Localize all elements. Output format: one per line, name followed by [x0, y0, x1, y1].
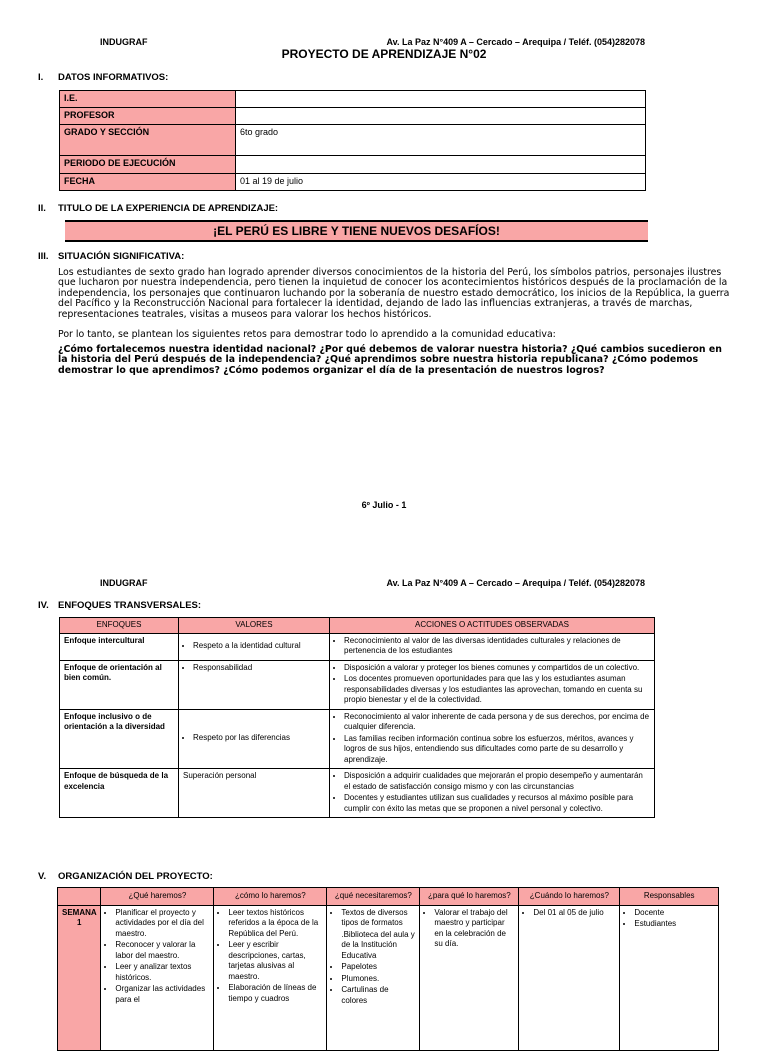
- org-cell-que: [101, 905, 214, 1050]
- page-footer: 6º Julio - 1: [361, 500, 407, 510]
- enfoque-name: Enfoque inclusivo o de orientación a la diversidad: [60, 709, 179, 769]
- info-row: [60, 125, 646, 156]
- organizacion-table: [57, 887, 719, 1051]
- info-label: GRADO Y SECCIÓN: [60, 125, 236, 156]
- enfoque-row: [60, 769, 655, 818]
- org-cell-necesitaremos: [327, 905, 420, 1050]
- action-bullet: • Las familias reciben información continua sobre los esfuerzos, méritos, avances y logros de sus hijos, entendiendo sus dificultades como parte de su desarrollo y aprendizaje.: [344, 734, 650, 766]
- enfoque-value: [179, 660, 330, 709]
- action-bullet: • Los docentes promueven oportunidades para que las y los estudiantes asuman responsabilidades diversas y los estudiantes las aprovechan, tomando en cuenta su propio bienestar y el de la colectividad.: [344, 674, 650, 706]
- enfoque-name: Enfoque de búsqueda de la excelencia: [60, 769, 179, 818]
- info-label: FECHA: [60, 174, 236, 191]
- enfoques-header: VALORES: [179, 618, 330, 634]
- info-row: [60, 174, 646, 191]
- enfoque-row: [60, 660, 655, 709]
- org-bullet: • Textos de diversos tipos de formatos: [341, 908, 415, 929]
- org-bullet: • Leer textos históricos referidos a la época de la República del Perú.: [228, 908, 322, 940]
- document-title: PROYECTO DE APRENDIZAJE N°02: [281, 47, 487, 61]
- org-bullet: • Docente: [634, 908, 714, 919]
- org-bullet: • Plumones.: [341, 974, 415, 985]
- org-bullet: • Elaboración de líneas de tiempo y cuadros: [228, 983, 322, 1004]
- org-cell-responsables: [620, 905, 719, 1050]
- enfoques-table: [59, 617, 655, 818]
- section-enfoques: IV. ENFOQUES TRANSVERSALES:: [38, 600, 202, 611]
- info-table: [59, 90, 646, 191]
- action-bullet: • Disposición a adquirir cualidades que mejorarán el propio desempeño y aumentarán el estado de satisfacción consigo mismo y con las circunstancias: [344, 771, 650, 792]
- header-company: INDUGRAF: [100, 37, 148, 47]
- info-value: 01 al 19 de julio: [236, 174, 646, 191]
- enfoque-actions: [330, 709, 655, 769]
- section-titulo: II. TITULO DE LA EXPERIENCIA DE APRENDIZAJE:: [38, 203, 279, 214]
- enfoque-value: Superación personal: [179, 769, 330, 818]
- org-header: ¿para qué lo haremos?: [420, 888, 519, 906]
- enfoque-name: Enfoque de orientación al bien común.: [60, 660, 179, 709]
- enfoques-header: ACCIONES O ACTITUDES OBSERVADAS: [330, 618, 655, 634]
- org-bullet: • Reconocer y valorar la labor del maestro.: [115, 940, 209, 961]
- action-bullet: • Reconocimiento al valor de las diversas identidades culturales y relaciones de pertenencia de los estudiantes: [344, 636, 650, 657]
- experience-title: ¡EL PERÚ ES LIBRE Y TIENE NUEVOS DESAFÍOS!: [65, 220, 648, 242]
- enfoque-value: [179, 633, 330, 660]
- enfoque-name: Enfoque intercultural: [60, 633, 179, 660]
- enfoque-row: [60, 633, 655, 660]
- org-bullet: • Leer y analizar textos históricos.: [115, 962, 209, 983]
- enfoques-header-row: [60, 618, 655, 634]
- section-organizacion: V. ORGANIZACIÓN DEL PROYECTO:: [38, 871, 213, 882]
- week-label: SEMANA 1: [58, 905, 101, 1050]
- info-value: 6to grado: [236, 125, 646, 156]
- org-bullet: • Cartulinas de colores: [341, 985, 415, 1006]
- enfoque-actions: [330, 769, 655, 818]
- action-bullet: • Reconocimiento al valor inherente de cada persona y de sus derechos, por encima de cualquier diferencia.: [344, 712, 650, 733]
- organizacion-row: [58, 905, 719, 1050]
- header-company: INDUGRAF: [100, 578, 148, 588]
- situation-challenge-intro: Por lo tanto, se plantean los siguientes retos para demostrar todo lo aprendido a la comunidad educativa:: [58, 329, 556, 340]
- info-row: [60, 156, 646, 174]
- info-row: [60, 91, 646, 108]
- info-label: I.E.: [60, 91, 236, 108]
- org-cell-como: [214, 905, 327, 1050]
- org-bullet: • Leer y escribir descripciones, cartas, tarjetas alusivas al maestro.: [228, 940, 322, 982]
- org-bullet: • Valorar el trabajo del maestro y participar en la celebración de su día.: [434, 908, 514, 950]
- info-value: [236, 156, 646, 174]
- enfoque-value: [179, 709, 330, 769]
- value-bullet: • Responsabilidad: [193, 663, 325, 674]
- org-bullet: • Papelotes: [341, 962, 415, 973]
- organizacion-header-row: [58, 888, 719, 906]
- section-situacion: III. SITUACIÓN SIGNIFICATIVA:: [38, 251, 185, 262]
- org-header: ¿Cuándo lo haremos?: [519, 888, 620, 906]
- info-label: PROFESOR: [60, 108, 236, 125]
- info-value: [236, 108, 646, 125]
- org-header: ¿qué necesitaremos?: [327, 888, 420, 906]
- org-bullet: • Planificar el proyecto y actividades por el día del maestro.: [115, 908, 209, 940]
- info-value: [236, 91, 646, 108]
- value-bullet: • Respeto por las diferencias: [193, 733, 325, 744]
- org-cell-cuando: [519, 905, 620, 1050]
- org-bullet: .Biblioteca del aula y de la Institución Educativa: [341, 929, 415, 960]
- enfoque-row: [60, 709, 655, 769]
- org-header: [58, 888, 101, 906]
- action-bullet: • Docentes y estudiantes utilizan sus cualidades y recursos al máximo posible para cumplir con éxito las metas que se proponen a nivel personal y colectivo.: [344, 793, 650, 814]
- header-address: Av. La Paz N°409 A – Cercado – Arequipa / Teléf. (054)282078: [386, 37, 645, 47]
- org-header: Responsables: [620, 888, 719, 906]
- info-label: PERIODO DE EJECUCIÓN: [60, 156, 236, 174]
- situation-questions: ¿Cómo fortalecemos nuestra identidad nacional? ¿Por qué debemos de valorar nuestra historia? ¿Qué cambios sucedieron en la historia del Perú después de la independencia? ¿Qué aprendimos sobre nuestra historia republicana? ¿Cómo podemos demostrar lo que aprendimos? ¿Cómo podemos organizar el día de la presentación de nuestros logros?: [58, 344, 722, 376]
- info-row: [60, 108, 646, 125]
- enfoques-header: ENFOQUES: [60, 618, 179, 634]
- org-bullet: • Estudiantes: [634, 919, 714, 930]
- org-bullet: • Organizar las actividades para el: [115, 984, 209, 1005]
- header-address: Av. La Paz N°409 A – Cercado – Arequipa / Teléf. (054)282078: [386, 578, 645, 588]
- org-header: ¿cómo lo haremos?: [214, 888, 327, 906]
- action-bullet: • Disposición a valorar y proteger los bienes comunes y compartidos de un colectivo.: [344, 663, 650, 674]
- section-datos-informativos: I. DATOS INFORMATIVOS:: [38, 72, 169, 83]
- org-cell-para-que: [420, 905, 519, 1050]
- org-bullet: • Del 01 al 05 de julio: [533, 908, 615, 919]
- value-bullet: • Respeto a la identidad cultural: [193, 641, 325, 652]
- page-2: [0, 560, 768, 1024]
- org-header: ¿Qué haremos?: [101, 888, 214, 906]
- enfoque-actions: [330, 660, 655, 709]
- situation-paragraph: Los estudiantes de sexto grado han logrado aprender diversos conocimientos de la historia del Perú, los símbolos patrios, personajes ilustres que lucharon por nuestra independencia, pero tienen la inquietud de conocer los acontecimientos históricos después de la proclamación de la independencia, los personajes que continuaron luchando por la soberanía de nuestro estado democrático, los inicios de la República, la guerra del Pacífico y la Reconstrucción Nacional para fortalecer la identidad, dejando de lado las influencias extranjeras, a través de marchas, representaciones teatrales, visitas a museos para valorar los hechos históricos.: [58, 267, 730, 320]
- enfoque-actions: [330, 633, 655, 660]
